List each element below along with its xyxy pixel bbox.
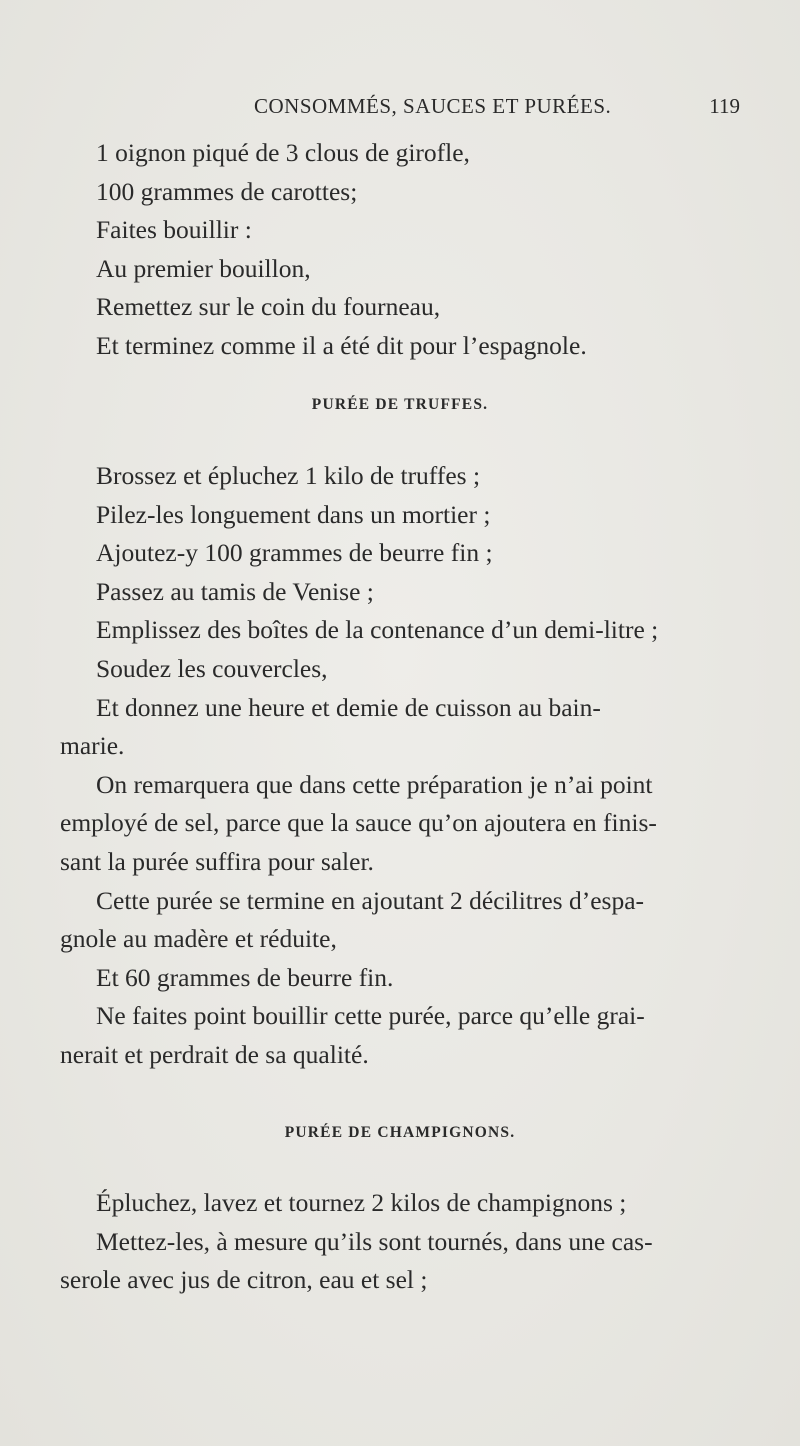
section-title-truffes: PURÉE DE TRUFFES. — [311, 396, 489, 413]
text-line: Et donnez une heure et demie de cuisson au bain- — [96, 692, 601, 722]
text-line: Emplissez des boîtes de la contenance d’un demi-litre ; — [96, 615, 659, 645]
text-line: Brossez et épluchez 1 kilo de truffes ; — [96, 461, 481, 490]
page-number: 119 — [709, 94, 740, 118]
text-line: gnole au madère et réduite, — [60, 924, 337, 954]
text-line: marie. — [60, 731, 125, 761]
text-line: Mettez-les, à mesure qu’ils sont tournés, dans une cas- — [96, 1226, 653, 1256]
text-block-truffes — [60, 457, 740, 1075]
running-title: CONSOMMÉS, SAUCES ET PURÉES. — [254, 94, 612, 118]
text-line: Ne faites point bouillir cette purée, parce qu’elle grai- — [96, 1001, 645, 1031]
text-block-champignons — [60, 1184, 740, 1300]
text-block-intro — [60, 134, 740, 366]
text-line: 1 oignon piqué de 3 clous de girofle, — [96, 138, 470, 167]
text-line: Au premier bouillon, — [96, 253, 311, 283]
text-line: Épluchez, lavez et tournez 2 kilos de champignons ; — [96, 1188, 627, 1217]
text-line: On remarquera que dans cette préparation je n’ai point — [96, 769, 653, 799]
text-line: Faites bouillir : — [96, 215, 252, 245]
text-line: Soudez les couvercles, — [96, 653, 328, 683]
text-line: Et terminez comme il a été dit pour l’espagnole. — [96, 330, 587, 360]
text-line: Cette purée se termine en ajoutant 2 décilitres d’espa- — [96, 885, 645, 915]
text-line: 100 grammes de carottes; — [96, 176, 358, 206]
text-line: Remettez sur le coin du fourneau, — [96, 292, 441, 322]
text-line: employé de sel, parce que la sauce qu’on ajoutera en finis- — [60, 808, 657, 838]
text-line: nerait et perdrait de sa qualité. — [60, 1039, 369, 1069]
text-line: Passez au tamis de Venise ; — [96, 576, 374, 606]
text-line: serole avec jus de citron, eau et sel ; — [60, 1265, 428, 1295]
running-head — [60, 94, 740, 124]
section-title-champignons: PURÉE DE CHAMPIGNONS. — [284, 1124, 516, 1141]
text-line: Et 60 grammes de beurre fin. — [96, 962, 394, 992]
text-line: sant la purée suffira pour saler. — [60, 846, 374, 876]
text-line: Ajoutez-y 100 grammes de beurre fin ; — [96, 538, 493, 568]
text-line: Pilez-les longuement dans un mortier ; — [96, 499, 491, 529]
